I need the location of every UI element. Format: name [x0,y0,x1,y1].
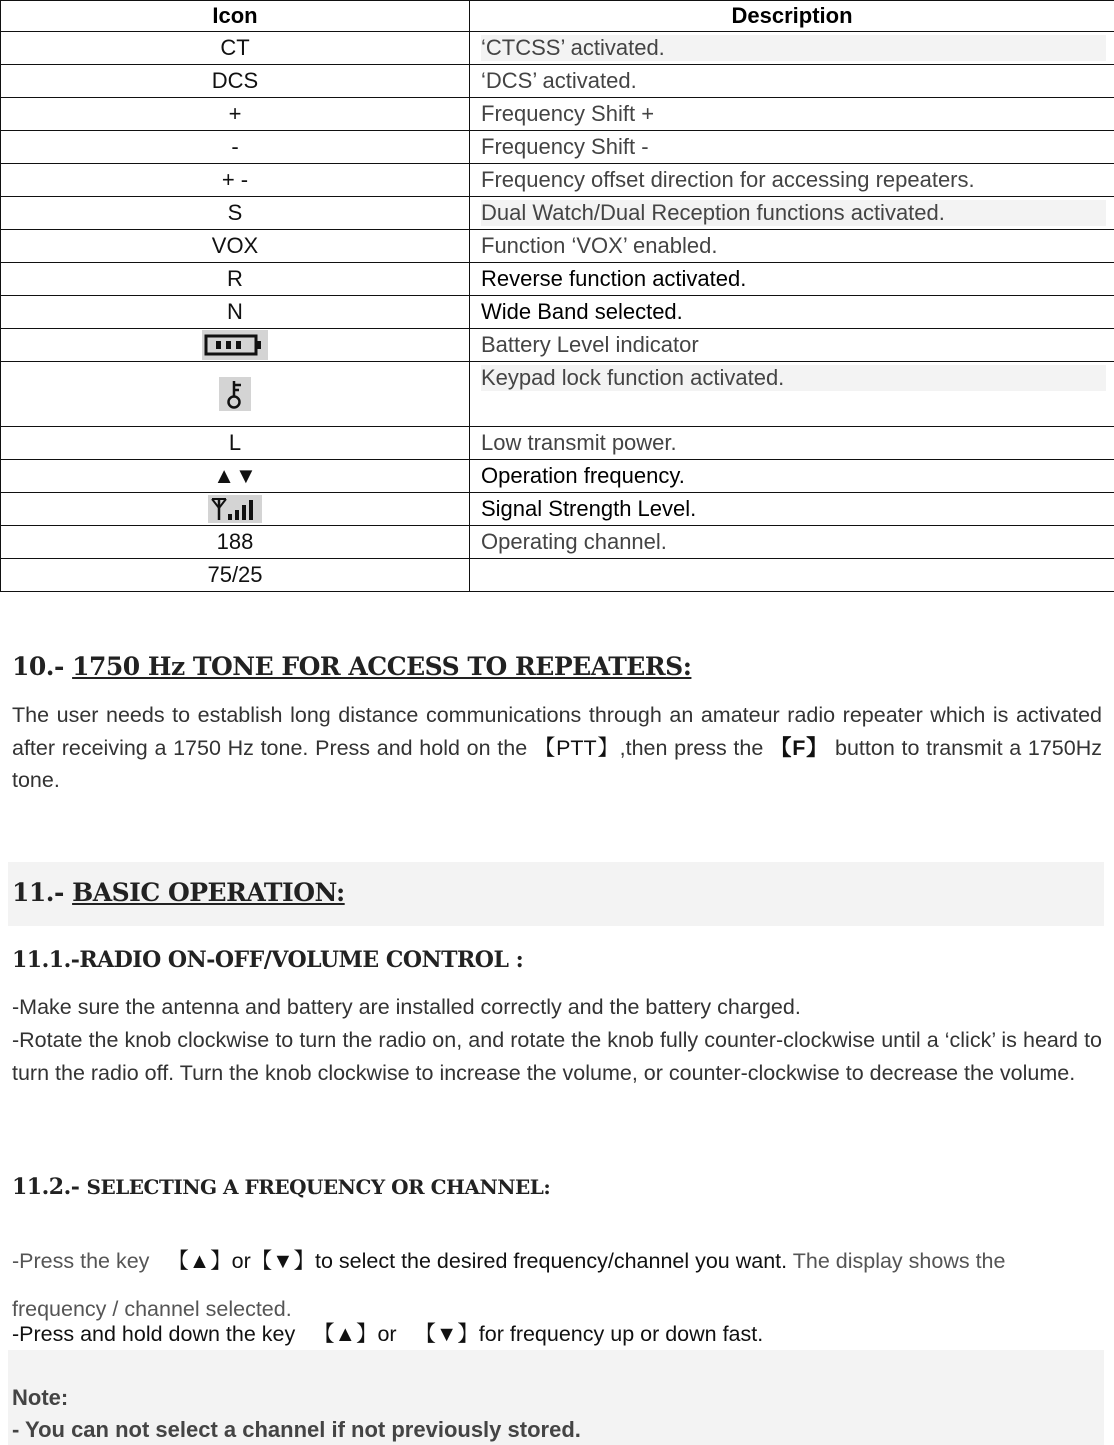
description-cell: Reverse function activated. [470,263,1114,296]
section-11-heading [12,878,345,907]
paragraph-text: -Press the key [12,1249,150,1273]
description-cell [470,559,1114,592]
table-row [1,131,1114,164]
signal-strength-icon [208,495,262,523]
subsection-11-1-line-1: -Make sure the antenna and battery are installed correctly and the battery charged. [12,995,801,1019]
paragraph-text: The user needs to establish long distance communications through an amateur radio repeater which is activated after receiving a 1750 Hz tone. Press and hold on the [12,703,1102,760]
icon-cell: DCS [1,65,470,98]
f-key-label: 【F】 [770,735,829,760]
table-row [1,559,1114,592]
description-cell: Dual Watch/Dual Reception functions activated. [481,200,1106,226]
section-title: BASIC OPERATION: [72,878,345,907]
header-icon: Icon [1,1,470,32]
icon-cell: ▲▼ [1,460,470,493]
paragraph-text: or [231,1249,251,1273]
description-cell: ‘CTCSS’ activated. [481,35,1106,61]
table-row [1,296,1114,329]
table-row [1,65,1114,98]
description-cell: Frequency Shift - [470,131,1114,164]
subsection-title: SELECTING A FREQUENCY OR CHANNEL: [86,1175,551,1199]
table-row [1,230,1114,263]
icon-cell: 188 [1,526,470,559]
description-cell: Wide Band selected. [470,296,1114,329]
section-title: 1750 Hz TONE FOR ACCESS TO REPEATERS: [72,652,692,681]
subsection-11-2-paragraph-2 [12,1318,1102,1351]
subsection-number: 11.2.- [12,1174,80,1200]
description-cell: Operation frequency. [470,460,1114,493]
subsection-11-1-line-2: -Rotate the knob clockwise to turn the radio on, and rotate the knob fully counter-clockwise until a ‘click’ is heard to turn the radio off. Turn the knob clockwise to increase the volume, or counter-clockwise to decrease the volume. [12,1028,1102,1085]
icon-cell: CT [1,32,470,65]
table-row [1,526,1114,559]
table-row [1,164,1114,197]
ptt-key-label: 【PTT】 [533,735,620,760]
down-key-label: 【▼】 [414,1322,479,1346]
icon-cell: + [1,98,470,131]
section-10-heading [12,652,691,681]
icon-cell: L [1,427,470,460]
header-description: Description [470,1,1114,32]
subsection-11-2-heading [12,1174,550,1200]
table-row [1,197,1114,230]
description-cell: ‘DCS’ activated. [470,65,1114,98]
up-key-label: 【▲】 [167,1249,232,1273]
icon-description-table [0,0,1114,592]
paragraph-text: The display shows the frequency / channel selected. [12,1249,1006,1321]
icon-cell: VOX [1,230,470,263]
description-cell: Operating channel. [470,526,1114,559]
description-cell: Signal Strength Level. [470,493,1114,526]
up-key-label: 【▲】 [313,1322,378,1346]
note-text: - You can not select a channel if not previously stored. [12,1417,581,1442]
icon-cell: + - [1,164,470,197]
section-10-paragraph [12,699,1102,797]
icon-cell: - [1,131,470,164]
description-cell: Low transmit power. [470,427,1114,460]
section-number: 10.- [12,652,64,681]
table-row [1,329,1114,362]
subsection-11-1-heading: 11.1.-RADIO ON-OFF/VOLUME CONTROL : [12,947,524,973]
paragraph-text: for frequency up or down fast. [478,1322,764,1346]
paragraph-text: to select the desired frequency/channel you want. [315,1249,788,1273]
section-number: 11.- [12,878,64,907]
paragraph-text: -Press and hold down the key [12,1322,296,1346]
description-cell: Battery Level indicator [470,329,1114,362]
icon-cell: 75/25 [1,559,470,592]
down-key-label: 【▼】 [250,1249,316,1273]
description-cell: Keypad lock function activated. [481,365,1106,391]
description-cell: Frequency Shift + [470,98,1114,131]
paragraph-text: button to transmit a 1750Hz tone. [12,735,1102,792]
note-label: Note: [12,1385,69,1410]
table-row [1,460,1114,493]
icon-cell: S [1,197,470,230]
table-row [1,362,1114,427]
table-row [1,32,1114,65]
table-row [1,493,1114,526]
icon-cell: R [1,263,470,296]
table-row [1,98,1114,131]
paragraph-text: ,then press the [619,735,764,760]
icon-cell: N [1,296,470,329]
description-cell: Frequency offset direction for accessing repeaters. [470,164,1114,197]
description-cell: Function ‘VOX’ enabled. [470,230,1114,263]
table-row [1,427,1114,460]
table-row [1,263,1114,296]
battery-icon [202,330,268,360]
paragraph-text: or [377,1322,397,1346]
key-lock-icon [219,377,251,411]
